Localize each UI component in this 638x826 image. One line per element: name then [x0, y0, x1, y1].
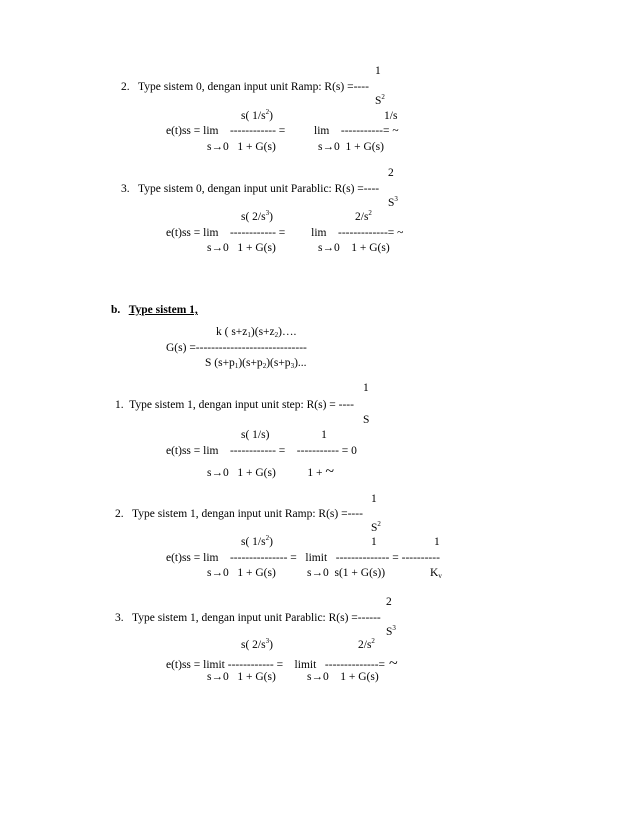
- text-line-l21: 1: [363, 382, 369, 394]
- arrow-icon: →: [322, 242, 334, 254]
- arrow-icon: →: [322, 141, 334, 153]
- text-line-l31: 1: [371, 536, 377, 548]
- superscript: 2: [381, 93, 385, 101]
- text-line-l29: $S^2$: [371, 520, 381, 534]
- text-line-l35: s→0 s(1 + G(s)): [307, 567, 386, 579]
- text-line-l01: 1: [375, 65, 381, 77]
- text-line-l05: 1/s: [384, 110, 398, 122]
- text-line-l27: 1: [371, 493, 377, 505]
- text-line-l39: $S^3$: [386, 624, 396, 638]
- superscript: 3: [265, 637, 270, 645]
- text-line-l37: 2: [386, 596, 392, 608]
- text-line-l42: e(t)ss = limit ------------ = limit --------------= ~: [166, 655, 398, 672]
- text-line-l20: S $(s+p_1)(s+p_2)(s+p_3)$...: [205, 357, 307, 370]
- superscript: 3: [392, 624, 396, 632]
- superscript: 2: [377, 520, 381, 528]
- text-line-l12: s( $2/s^3$): [241, 209, 273, 223]
- text-line-l34: s→0 1 + G(s): [207, 567, 276, 579]
- arrow-icon: →: [211, 242, 223, 254]
- subscript: v: [438, 572, 442, 580]
- superscript: 2: [368, 209, 372, 217]
- text-line-l33: e(t)ss = lim --------------- = limit -------------- = ----------: [166, 552, 440, 564]
- arrow-icon: →: [211, 671, 223, 683]
- superscript: 3: [394, 195, 398, 203]
- subscript: 1: [234, 362, 239, 370]
- text-line-l03: $S^2$: [375, 93, 385, 107]
- arrow-icon: →: [211, 467, 223, 479]
- section-heading: Type sistem 1,: [128, 304, 198, 316]
- text-line-l08: s→0 1 + G(s): [318, 141, 384, 153]
- text-line-l07: s→0 1 + G(s): [207, 141, 276, 153]
- superscript: 2: [265, 534, 270, 542]
- text-line-l38: 3. Type sistem 1, dengan input unit Parablic: R(s) =------: [115, 612, 381, 624]
- text-line-l19: G(s) =-----------------------------: [166, 342, 307, 354]
- text-line-l41: $2/s^2$: [358, 637, 375, 651]
- text-line-l22: 1. Type sistem 1, dengan input unit step: R(s) = ----: [115, 399, 354, 411]
- text-line-l17: b. Type sistem 1,: [111, 304, 198, 316]
- text-line-l04: s( $1/s^2$): [241, 108, 273, 122]
- text-line-l26: s→0 1 + G(s) 1 + ~: [207, 463, 335, 480]
- superscript: 2: [371, 637, 375, 645]
- text-line-l02: 2. Type sistem 0, dengan input unit Ramp: R(s) =----: [121, 81, 369, 93]
- text-line-l28: 2. Type sistem 1, dengan input unit Ramp: R(s) =----: [115, 508, 363, 520]
- text-line-l11: $S^3$: [388, 195, 398, 209]
- arrow-icon: →: [311, 567, 323, 579]
- text-line-l18: k ( $s+z_1)(s+z_2)\dots$.: [216, 326, 297, 339]
- text-line-l15: s→0 1 + G(s): [207, 242, 276, 254]
- arrow-icon: →: [311, 671, 323, 683]
- superscript: 3: [265, 209, 270, 217]
- text-line-l06: e(t)ss = lim ------------ = lim -----------= ~: [166, 125, 399, 137]
- text-line-l36: $K_v$: [430, 567, 442, 580]
- text-line-l43: s→0 1 + G(s): [207, 671, 276, 683]
- text-line-l13: $2/s^2$: [355, 209, 372, 223]
- text-line-l10: 3. Type sistem 0, dengan input unit Parablic: R(s) =----: [121, 183, 380, 195]
- text-line-l09: 2: [388, 167, 394, 179]
- text-line-l44: s→0 1 + G(s): [307, 671, 379, 683]
- text-line-l16: s→0 1 + G(s): [318, 242, 390, 254]
- text-line-l14: e(t)ss = lim ------------ = lim -------------= ~: [166, 227, 404, 239]
- arrow-icon: →: [211, 567, 223, 579]
- arrow-icon: →: [211, 141, 223, 153]
- text-line-l23: S: [363, 414, 370, 426]
- text-line-l25: e(t)ss = lim ------------ = ----------- = 0: [166, 445, 357, 457]
- text-line-l32: 1: [434, 536, 440, 548]
- text-line-l40: s( $2/s^3$): [241, 637, 273, 651]
- text-line-l30: s( $1/s^2$): [241, 534, 273, 548]
- text-line-l24: s( 1/s) 1: [241, 429, 327, 441]
- superscript: 2: [265, 108, 270, 116]
- subscript: 1: [247, 331, 251, 339]
